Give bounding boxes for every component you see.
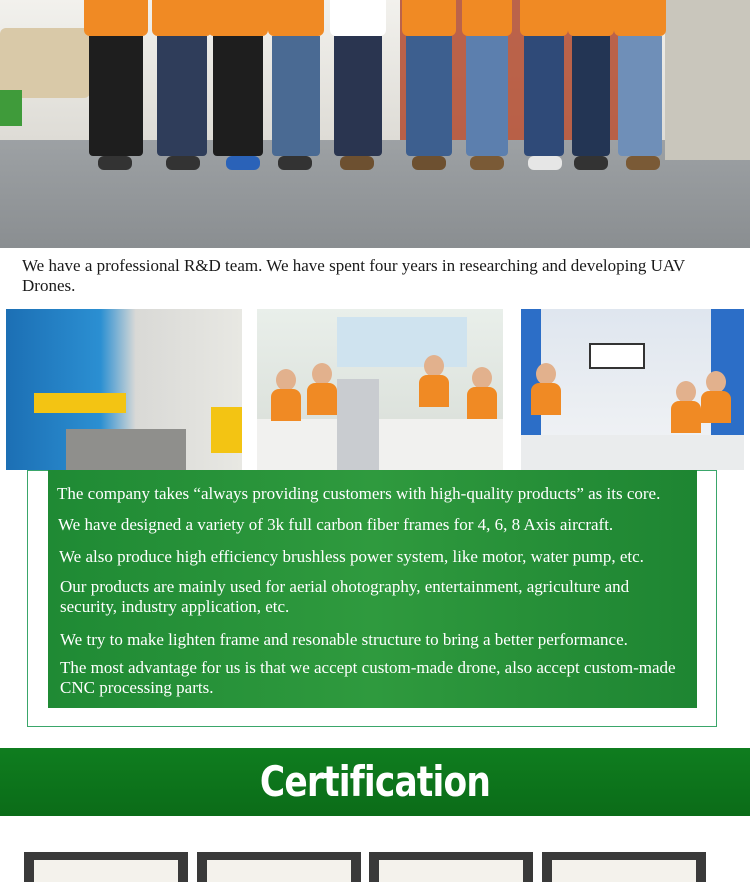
certification-title: Certification — [259, 757, 491, 806]
office-corridor-photo — [6, 309, 242, 470]
sofa — [0, 28, 90, 98]
company-panel — [48, 470, 697, 708]
company-line: The company takes “always providing customers with high-quality products” as its core. — [57, 484, 661, 503]
equipment — [665, 0, 750, 160]
company-line: We try to make lighten frame and resonable structure to bring a better performance. — [60, 630, 628, 649]
company-line: We have designed a variety of 3k full carbon fiber frames for 4, 6, 8 Axis aircraft. — [58, 515, 614, 534]
team-photo — [0, 0, 750, 248]
workspace-photo — [257, 309, 503, 470]
company-line: The most advantage for us is that we accept custom-made drone, also accept custom-made CNC processing parts. — [60, 658, 676, 697]
certificate-image — [24, 852, 188, 882]
company-line: We also produce high efficiency brushless power system, like motor, water pump, etc. — [59, 547, 644, 566]
certificate-image — [542, 852, 706, 882]
engineers-photo — [521, 309, 744, 470]
certificate-image — [197, 852, 361, 882]
green-bag — [0, 90, 22, 126]
company-line: Our products are mainly used for aerial ohotography, entertainment, agriculture and security, industry application, etc. — [60, 577, 630, 616]
intro-text: We have a professional R&D team. We have spent four years in researching and developing UAV Drones. — [22, 256, 685, 295]
certificate-image — [369, 852, 533, 882]
